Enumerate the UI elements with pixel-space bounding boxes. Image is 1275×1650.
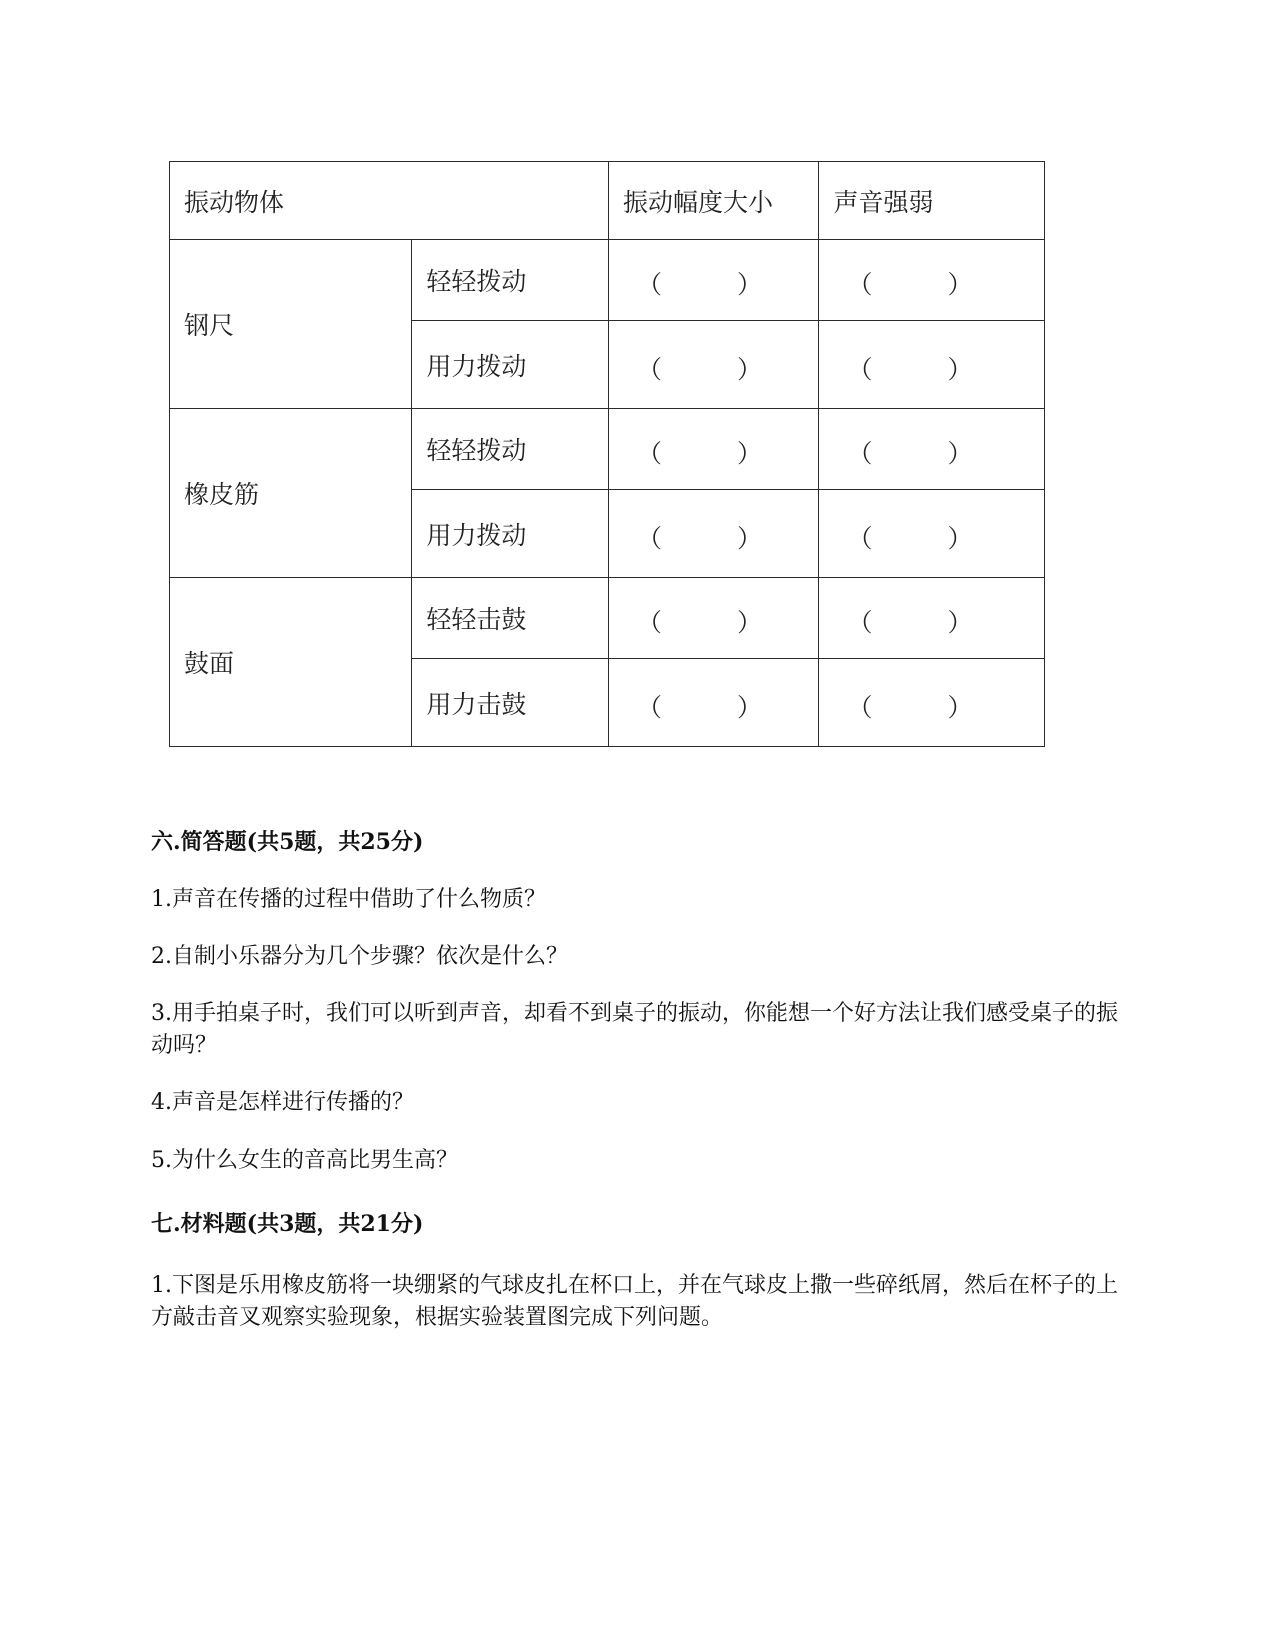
right-paren: ） <box>947 608 973 637</box>
question-item: 3.用手拍桌子时，我们可以听到声音，却看不到桌子的振动，你能想一个好方法让我们感受桌子的振动吗？ <box>151 1001 1118 1058</box>
action-cell: 用力拨动 <box>412 321 609 409</box>
sound-blank[interactable] <box>819 490 1045 578</box>
left-paren: （ <box>636 523 662 553</box>
right-paren: ） <box>736 608 762 637</box>
header-sound-strength: 声音强弱 <box>819 162 1045 240</box>
section-six-title: 六.简答题(共5题，共25分) <box>151 829 424 855</box>
table-row <box>170 240 1045 321</box>
action-cell: 轻轻拨动 <box>412 240 609 321</box>
amplitude-blank[interactable] <box>608 659 819 747</box>
sound-blank[interactable] <box>819 409 1045 490</box>
left-paren: （ <box>636 354 662 384</box>
right-paren: ） <box>736 270 762 299</box>
action-cell: 用力拨动 <box>412 490 609 578</box>
question-item: 1.下图是乐用橡皮筋将一块绷紧的气球皮扎在杯口上，并在气球皮上撒一些碎纸屑，然后在杯子的上方敲击音叉观察实验现象，根据实验装置图完成下列问题。 <box>151 1273 1118 1330</box>
right-paren: ） <box>947 354 973 384</box>
amplitude-blank[interactable] <box>608 490 819 578</box>
left-paren: （ <box>847 608 873 637</box>
table-row <box>170 578 1045 659</box>
right-paren: ） <box>947 692 973 722</box>
action-cell: 轻轻击鼓 <box>412 578 609 659</box>
question-item: 5.为什么女生的音高比男生高？ <box>151 1148 458 1173</box>
object-cell: 钢尺 <box>170 240 412 409</box>
amplitude-blank[interactable] <box>608 578 819 659</box>
observation-table <box>169 161 1045 747</box>
object-cell: 鼓面 <box>170 578 412 747</box>
question-item: 2.自制小乐器分为几个步骤？依次是什么？ <box>151 944 568 969</box>
table-row <box>170 409 1045 490</box>
question-item: 1.声音在传播的过程中借助了什么物质？ <box>151 887 546 912</box>
sound-blank[interactable] <box>819 240 1045 321</box>
left-paren: （ <box>636 439 662 468</box>
right-paren: ） <box>736 439 762 468</box>
amplitude-blank[interactable] <box>608 240 819 321</box>
sound-blank[interactable] <box>819 578 1045 659</box>
header-amplitude: 振动幅度大小 <box>608 162 819 240</box>
left-paren: （ <box>636 692 662 722</box>
right-paren: ） <box>736 523 762 553</box>
amplitude-blank[interactable] <box>608 321 819 409</box>
right-paren: ） <box>947 523 973 553</box>
right-paren: ） <box>736 354 762 384</box>
amplitude-blank[interactable] <box>608 409 819 490</box>
left-paren: （ <box>847 439 873 468</box>
table-header-row <box>170 162 1045 240</box>
header-vibrating-object: 振动物体 <box>170 162 609 240</box>
right-paren: ） <box>947 270 973 299</box>
left-paren: （ <box>847 354 873 384</box>
left-paren: （ <box>847 270 873 299</box>
question-item: 4.声音是怎样进行传播的？ <box>151 1090 414 1115</box>
right-paren: ） <box>947 439 973 468</box>
left-paren: （ <box>847 692 873 722</box>
section-seven-title: 七.材料题(共3题，共21分) <box>151 1211 424 1237</box>
object-cell: 橡皮筋 <box>170 409 412 578</box>
sound-blank[interactable] <box>819 321 1045 409</box>
left-paren: （ <box>847 523 873 553</box>
left-paren: （ <box>636 270 662 299</box>
right-paren: ） <box>736 692 762 722</box>
left-paren: （ <box>636 608 662 637</box>
action-cell: 用力击鼓 <box>412 659 609 747</box>
action-cell: 轻轻拨动 <box>412 409 609 490</box>
sound-blank[interactable] <box>819 659 1045 747</box>
